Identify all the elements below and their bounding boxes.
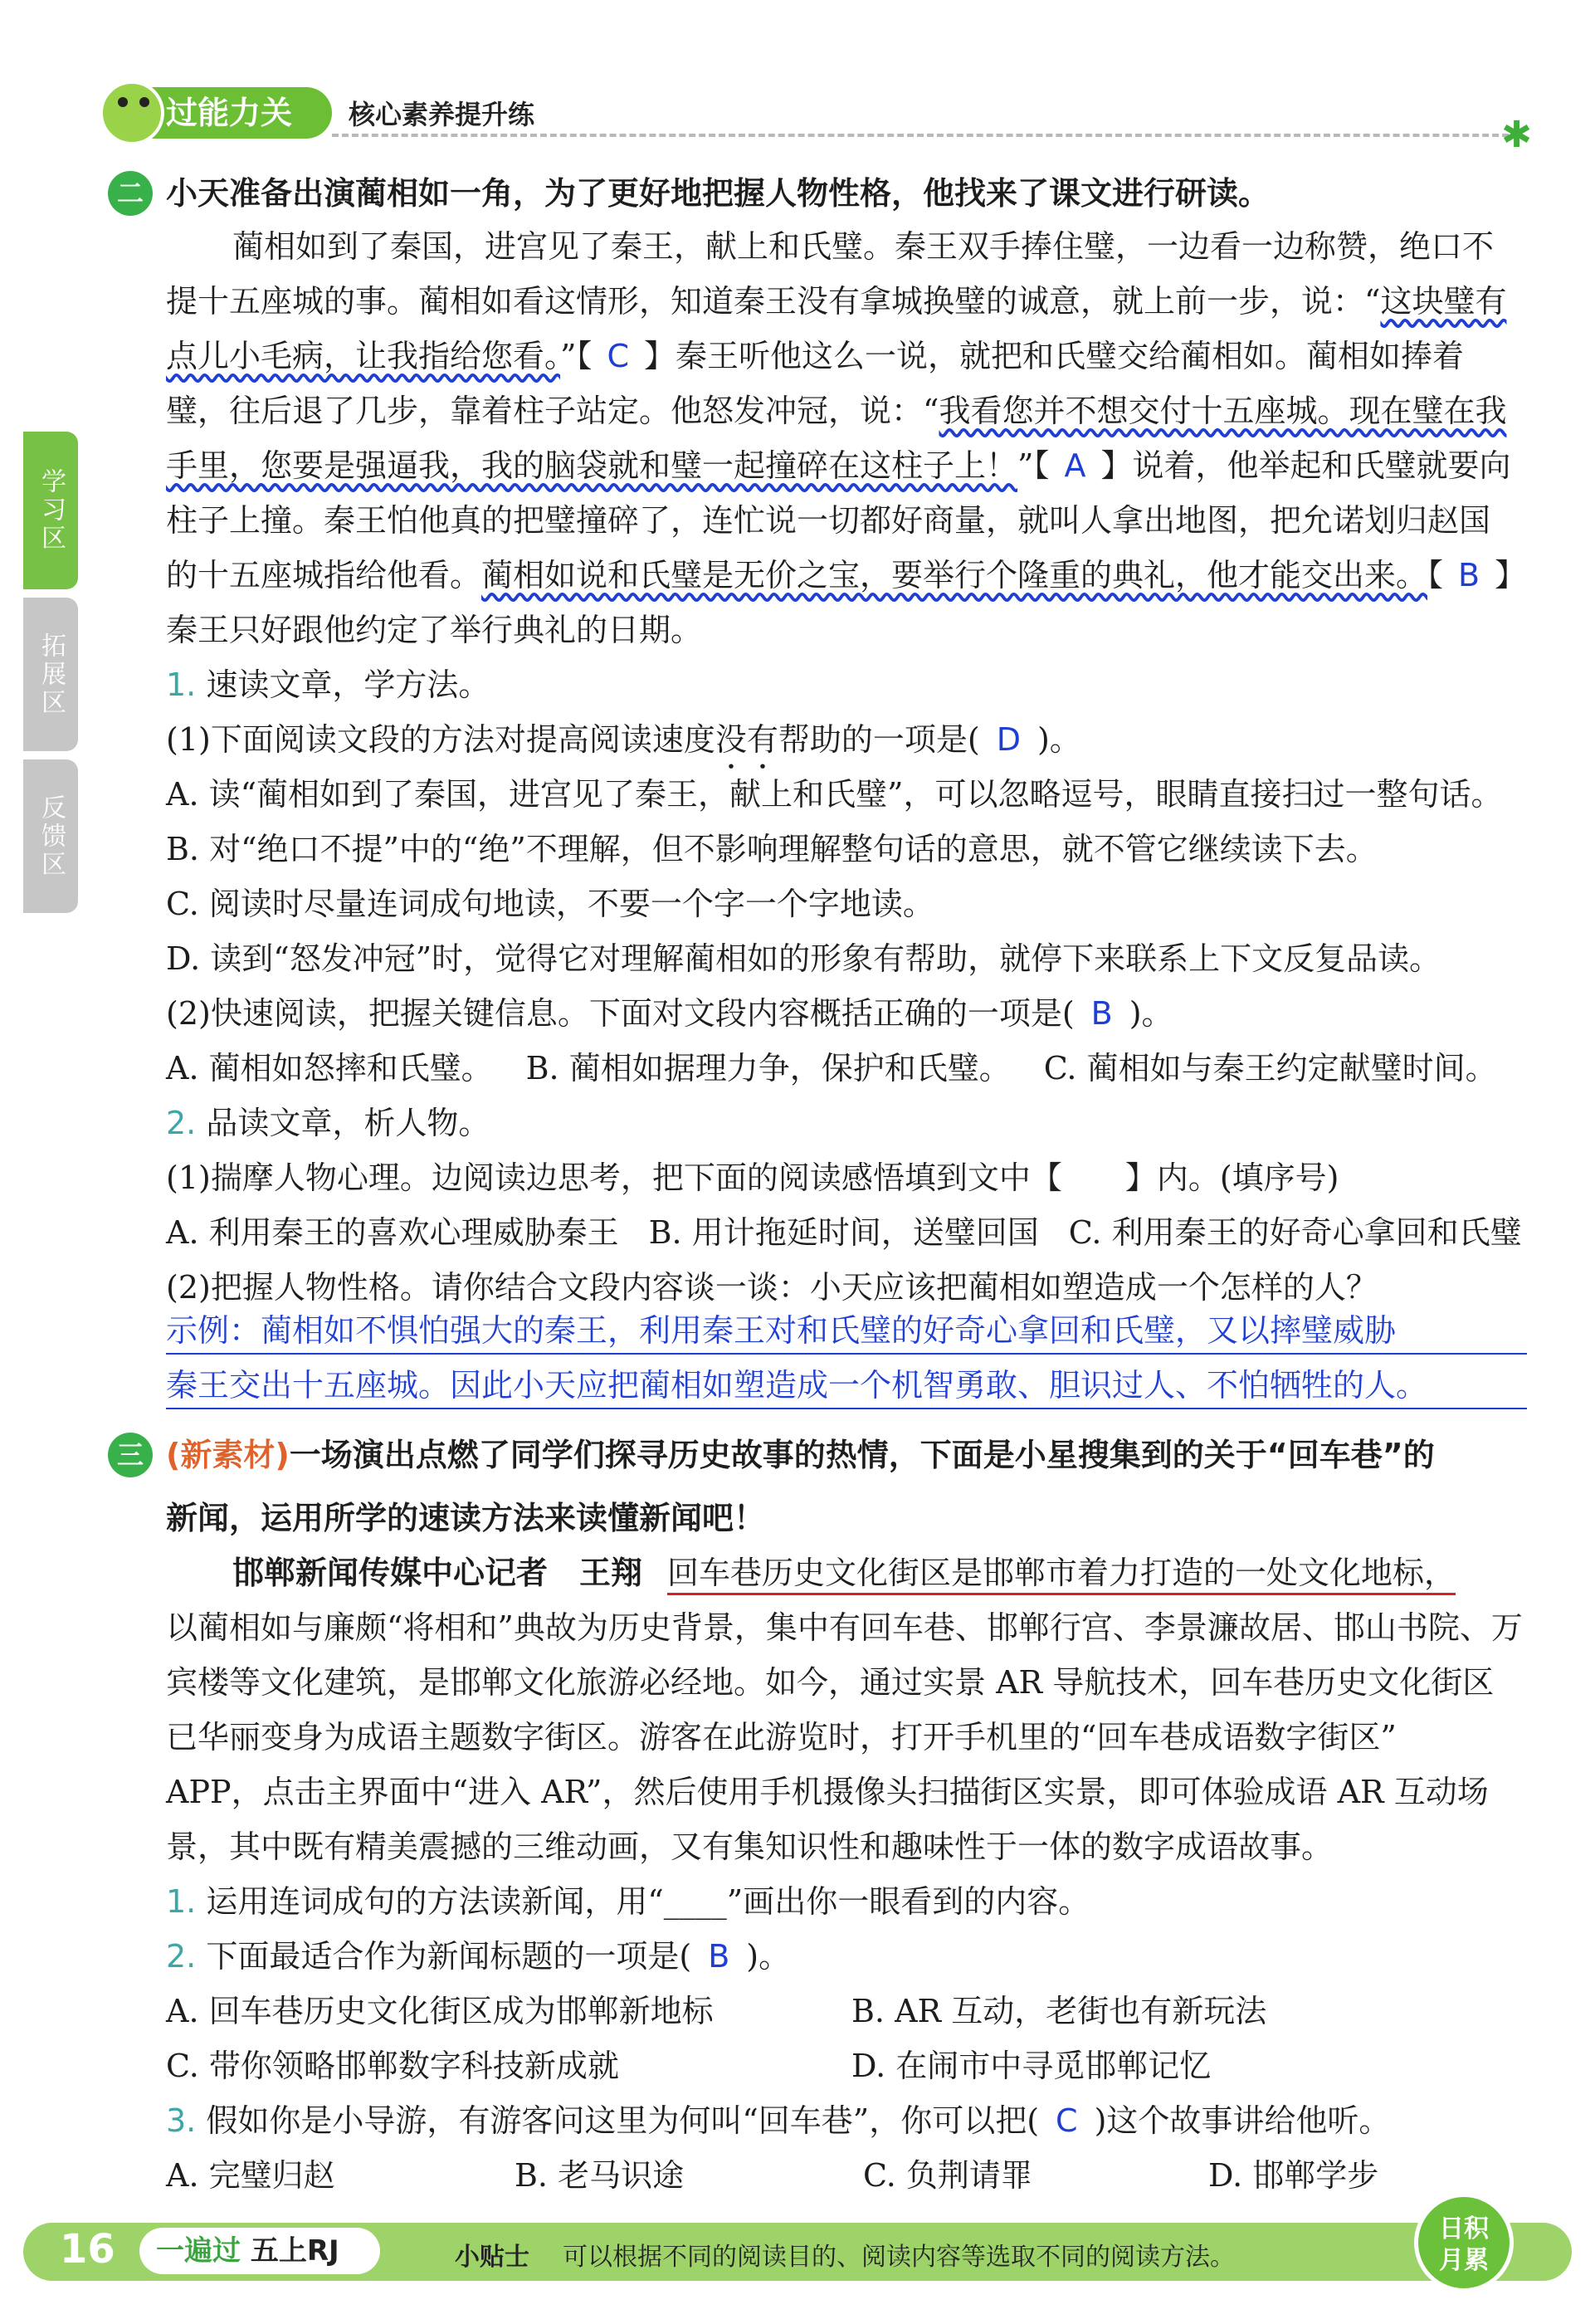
wavy-underline-text: 点儿小毛病，让我指给您看。	[166, 338, 561, 374]
question-1: 1. 运用连词成句的方法读新闻，用“____”画出你一眼看到的内容。	[166, 1883, 1090, 1920]
question-1-1: (1)下面阅读文段的方法对提高阅读速度没有帮助的一项是( D )。	[166, 721, 1081, 758]
handwritten-answer[interactable]: 秦王交出十五座城。因此小天应把蔺相如塑造成一个机智勇敢、胆识过人、不怕牺牲的人。	[166, 1367, 1428, 1404]
page-number: 16	[60, 2226, 115, 2273]
news-line	[232, 1552, 1456, 1594]
wavy-underline-text: 我看您并不想交付十五座城。现在璧在我	[939, 393, 1507, 429]
options-row: A. 利用秦王的喜欢心理威胁秦王 B. 用计拖延时间，送璧回国 C. 利用秦王的好奇心拿回和氏璧	[166, 1214, 1522, 1251]
option-d: D. 读到“怒发冲冠”时，觉得它对理解蔺相如的形象有帮助，就停下来联系上下文反复品读。	[166, 940, 1441, 977]
book-brand: 一遍过 五上RJ	[139, 2228, 380, 2274]
answer-blank[interactable]: B	[708, 1938, 730, 1975]
question-1-2: (2)快速阅读，把握关键信息。下面对文段内容概括正确的一项是( B )。	[166, 995, 1173, 1032]
question-2: 2. 品读文章，析人物。	[166, 1105, 490, 1141]
tip-text: 小贴士 可以根据不同的阅读目的、阅读内容等选取不同的阅读方法。	[455, 2243, 1235, 2272]
daily-accumulate-badge: 日积 月累	[1414, 2193, 1514, 2292]
question-3: 3. 假如你是小导游，有游客问这里为何叫“回车巷”，你可以把( C )这个故事讲给他听。	[166, 2102, 1391, 2139]
answer-blank[interactable]: C	[1056, 2102, 1078, 2139]
passage-line: 柱子上撞。秦王怕他真的把璧撞碎了，连忙说一切都好商量，就叫人拿出地图，把允诺划归赵国	[166, 502, 1491, 539]
answer-bracket-3[interactable]: B	[1458, 557, 1480, 593]
wavy-underline-text: 手里，您要是强逼我，我的脑袋就和璧一起撞碎在这柱子上！	[166, 447, 1018, 484]
passage-line: 璧，往后退了几步，靠着柱子站定。他怒发冲冠，说：“我看您并不想交付十五座城。现在璧在我	[166, 393, 1507, 429]
option-a: A. 回车巷历史文化街区成为邯郸新地标	[166, 1993, 714, 2029]
news-line: 已华丽变身为成语主题数字街区。游客在此游览时，打开手机里的“回车巷成语数字街区”	[166, 1719, 1397, 1755]
news-line: 景，其中既有精美震撼的三维动画，又有集知识性和趣味性于一体的数字成语故事。	[166, 1828, 1334, 1865]
tab-study-zone[interactable]: 学习区	[23, 432, 78, 589]
handwritten-answer[interactable]: 示例：蔺相如不惧怕强大的秦王，利用秦王对和氏璧的好奇心拿回和氏璧，又以摔璧威胁	[166, 1312, 1397, 1349]
question-2-2: (2)把握人物性格。请你结合文段内容谈一谈：小天应该把蔺相如塑造成一个怎样的人？	[166, 1269, 1378, 1306]
passage-line: 点儿小毛病，让我指给您看。”【 C 】秦王听他这么一说，就把和氏璧交给蔺相如。蔺相如捧着	[166, 338, 1465, 374]
option-d: D. 邯郸学步	[1208, 2157, 1379, 2194]
section-title-cont: 新闻，运用所学的速读方法来读懂新闻吧！	[166, 1500, 766, 1536]
option-a: A. 读“蔺相如到了秦国，进宫见了秦王，献上和氏璧”，可以忽略逗号，眼睛直接扫过一整句话。	[166, 776, 1503, 813]
option-a: A. 完璧归赵	[166, 2157, 335, 2194]
answer-line	[166, 1408, 1527, 1409]
option-b: B. AR 互动，老街也有新玩法	[851, 1993, 1267, 2029]
option-d: D. 在闹市中寻觅邯郸记忆	[851, 2048, 1212, 2084]
answer-blank[interactable]: D	[996, 721, 1021, 758]
passage-line: 的十五座城指给他看。蔺相如说和氏璧是无价之宝，要举行个隆重的典礼，他才能交出来。【 B 】	[166, 557, 1527, 593]
frog-mascot-icon	[100, 81, 164, 145]
section-number: 二	[108, 171, 153, 216]
answer-line	[166, 1353, 1527, 1355]
question-2: 2. 下面最适合作为新闻标题的一项是( B )。	[166, 1938, 791, 1975]
options-row: A. 蔺相如怒摔和氏璧。 B. 蔺相如据理力争，保护和氏璧。 C. 蔺相如与秦王约定献璧时间。	[166, 1050, 1497, 1086]
section-badge: 过能力关	[108, 87, 332, 139]
option-b: B. 对“绝口不提”中的“绝”不理解，但不影响理解整句话的意思，就不管它继续读下去。	[166, 831, 1378, 867]
star-icon: ✱	[1501, 114, 1532, 156]
wavy-underline-text: 蔺相如说和氏璧是无价之宝，要举行个隆重的典礼，他才能交出来。	[481, 557, 1428, 593]
section-number: 三	[108, 1433, 153, 1477]
option-c: C. 带你领略邯郸数字科技新成就	[166, 2048, 619, 2084]
passage-line: 提十五座城的事。蔺相如看这情形，知道秦王没有拿城换璧的诚意，就上前一步，说：“这块璧有	[166, 283, 1507, 320]
news-line: 以蔺相如与廉颇“将相和”典故为历史背景，集中有回车巷、邯郸行宫、李景濂故居、邯山书院、万	[166, 1609, 1523, 1646]
answer-bracket-2[interactable]: A	[1064, 447, 1086, 484]
news-line: APP，点击主界面中“进入 AR”，然后使用手机摄像头扫描街区实景，即可体验成语 AR 互动场	[166, 1774, 1489, 1810]
answer-blank[interactable]: B	[1090, 995, 1113, 1032]
option-c: C. 负荆请罪	[863, 2157, 1032, 2194]
header-divider	[332, 134, 1519, 137]
passage-line: 手里，您要是强逼我，我的脑袋就和璧一起撞碎在这柱子上！”【 A 】说着，他举起和氏璧就要向	[166, 447, 1511, 484]
tab-extension-zone[interactable]: 拓展区	[23, 598, 78, 751]
passage-line: 秦王只好跟他约定了举行典礼的日期。	[166, 612, 703, 648]
wavy-underline-text: 这块璧有	[1380, 283, 1507, 320]
tab-feedback-zone[interactable]: 反馈区	[23, 759, 78, 913]
option-c: C. 阅读时尽量连词成句地读，不要一个字一个字地读。	[166, 886, 934, 922]
question-1: 1. 速读文章，学方法。	[166, 666, 490, 703]
option-b: B. 老马识途	[515, 2157, 685, 2194]
section-title: 小天准备出演蔺相如一角，为了更好地把握人物性格，他找来了课文进行研读。	[166, 175, 1271, 212]
answer-bracket-1[interactable]: C	[607, 338, 629, 374]
page-header	[108, 87, 1532, 156]
section-title: (新素材)一场演出点燃了同学们探寻历史故事的热情，下面是小星搜集到的关于“回车巷”的	[166, 1437, 1435, 1473]
passage-line: 蔺相如到了秦国，进宫见了秦王，献上和氏璧。秦王双手捧住璧，一边看一边称赞，绝口不	[232, 228, 1495, 265]
page-footer	[23, 2214, 1572, 2289]
question-2-1: (1)揣摩人物心理。边阅读边思考，把下面的阅读感悟填到文中【 】内。(填序号)	[166, 1160, 1339, 1196]
news-byline: 邯郸新闻传媒中心记者 王翔	[232, 1555, 643, 1591]
new-material-tag: (新素材)	[166, 1437, 290, 1473]
header-subtitle: 核心素养提升练	[349, 99, 535, 130]
side-tabs	[23, 432, 78, 921]
red-underline-text: 回车巷历史文化街区是邯郸市着力打造的一处文化地标，	[667, 1555, 1456, 1595]
news-line: 宾楼等文化建筑，是邯郸文化旅游必经地。如今，通过实景 AR 导航技术，回车巷历史文化街区	[166, 1664, 1495, 1701]
